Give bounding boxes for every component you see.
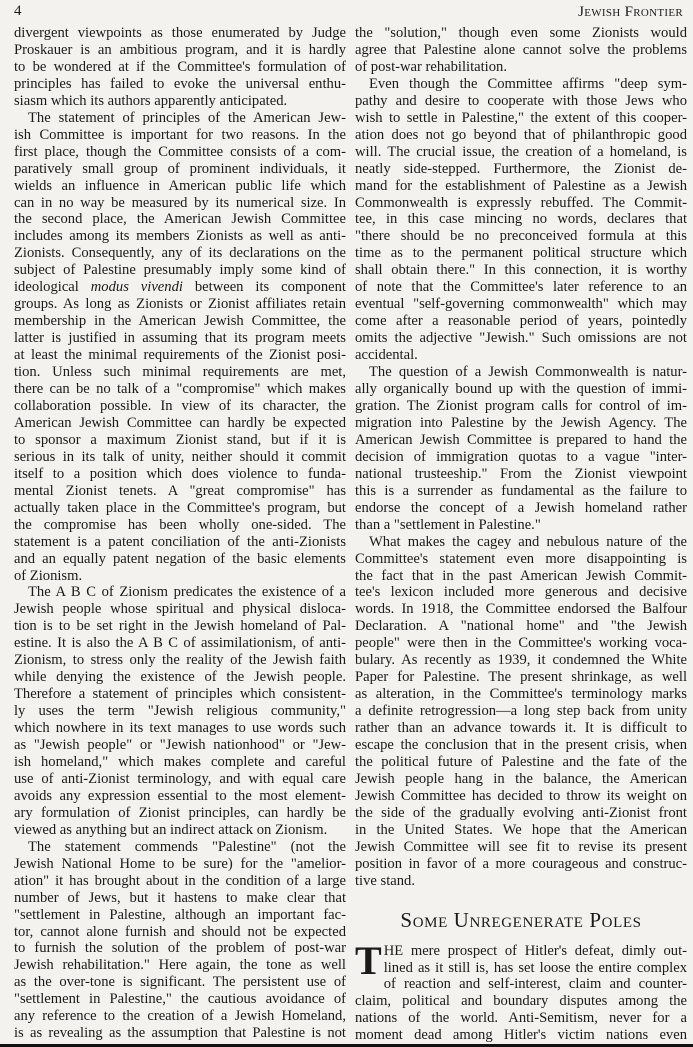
paragraph xyxy=(355,364,687,534)
text-line: ation does not go beyond that of philanthropic good xyxy=(355,126,687,143)
text-line: siasm which its authors apparently anticipated. xyxy=(14,92,288,109)
text-line: "settlement in Palestine," the cautious avoidance of xyxy=(14,991,346,1008)
text-line: a definite retrogression—a long step back from unity xyxy=(355,703,687,720)
text-line: to furnish the solution of the problem of post-war xyxy=(14,940,346,957)
text-line: can in no way be measured by its numerical size. In xyxy=(14,194,346,211)
text-line: paratively small group of prominent individuals, it xyxy=(14,160,346,177)
text-line: Paper for Palestine. The present shrinkage, as well xyxy=(355,669,687,686)
text-line: moment dead among Hitler's victim nations even xyxy=(355,1027,687,1044)
text-line: wields an influence in American public life which xyxy=(14,177,346,194)
left-column xyxy=(14,25,346,1042)
text-line: claim, political and boundary disputes among the xyxy=(355,993,687,1010)
text-line: ideological modus vivendi between its component xyxy=(14,279,346,296)
text-line: neatly side-stepped. Furthermore, the Zionist de- xyxy=(355,160,687,177)
text-line: ary formulation of Zionist principles, can hardly be xyxy=(14,804,346,821)
text-line: avoids any expression essential to the most element- xyxy=(14,787,346,804)
text-line: American Jewish Committee can hardly be expected xyxy=(14,414,346,431)
text-line: The question of a Jewish Commonwealth is natur- xyxy=(369,364,687,381)
text-line: as "Jewish people" or "Jewish nationhood" or "Jew- xyxy=(14,737,346,754)
text-line: membership in the American Jewish Committee, the xyxy=(14,313,346,330)
text-line: The A B C of Zionism predicates the existence of a xyxy=(28,584,346,601)
text-line: the side of the gradually evolving anti-Zionist front xyxy=(355,804,687,821)
drop-cap: T xyxy=(355,937,382,983)
text-line: tive stand. xyxy=(355,872,415,889)
text-line: than a "settlement in Palestine." xyxy=(355,516,541,533)
text-line: at least the minimal requirements of the Zionist posi- xyxy=(14,347,346,364)
paragraph xyxy=(14,25,346,110)
text-line: wish to settle in Palestine," the extent of this cooper- xyxy=(355,109,687,126)
text-line: accidental. xyxy=(355,347,418,364)
text-line: ish Committee is important for two reasons. In the xyxy=(14,126,346,143)
text-line: mental Zionist tenets. A "great compromise" has xyxy=(14,482,346,499)
text-line: Jewish National Home to be sure) for the "amelior- xyxy=(14,855,346,872)
italic-phrase: modus vivendi xyxy=(90,279,183,296)
text-line: Jewish Committee will see fit to revise its present xyxy=(355,838,687,855)
text-line: tee's lexicon included more generous and decisive xyxy=(355,584,687,601)
text-line: bulary. As recently as 1939, it condemned the White xyxy=(355,652,687,669)
paragraph xyxy=(14,839,346,1042)
text-line: number of Jews, but it hastens to make clear that xyxy=(14,889,346,906)
text-line: come after a reasonable period of years, pointedly xyxy=(355,313,687,330)
text-line: while denying the existence of the Jewish people. xyxy=(14,669,346,686)
text-line: tion. Unless such minimal requirements are met, xyxy=(14,364,346,381)
text-line: time as to the permanent political structure which xyxy=(355,245,687,262)
text-line: Jewish people whose spiritual and physical disloca- xyxy=(14,601,346,618)
text-line: Therefore a statement of principles which consistent- xyxy=(14,686,346,703)
text-line: eventual "self-governing commonwealth" which may xyxy=(355,296,687,313)
text-line: endorse the concept of a Jewish homeland rather xyxy=(355,499,687,516)
text-line: of note that the Committee's later reference to an xyxy=(355,279,687,296)
text-line: escape the conclusion that in the present crisis, when xyxy=(355,737,687,754)
text-line: Jewish Committee has decided to throw its weight on xyxy=(355,787,687,804)
text-line: "there should be no preconceived formula at this xyxy=(355,228,687,245)
right-column xyxy=(355,25,687,1044)
text-line: people" were then in the Committee's working voca- xyxy=(355,635,687,652)
paragraph xyxy=(355,937,687,1045)
text-line: latter is justified in assuming that its program meets xyxy=(14,330,346,347)
text-line: in the United States. We hope that the American xyxy=(355,821,687,838)
text-line: serious in its talk of unity, neither should it commit xyxy=(14,448,346,465)
text-line: tee, in this case mincing no words, declares that xyxy=(355,211,687,228)
text-line: to be wondered at if the Committee's formulation of xyxy=(14,58,346,75)
text-line: the second place, the American Jewish Committee xyxy=(14,211,346,228)
text-line: gration. The Zionist program calls for control of im- xyxy=(355,397,687,414)
text-line: Committee's statement even more disappointing is xyxy=(355,550,687,567)
text-line: shall obtain there." In this connection, it is worthy xyxy=(355,262,687,279)
text-line: as the over-tone is significant. The persistent use of xyxy=(14,974,346,991)
text-line: national trusteeship." From the Zionist viewpoint xyxy=(355,465,687,482)
text-line: first place, though the Committee consists of a com- xyxy=(14,143,346,160)
text-line: any reference to the creation of a Jewish Homeland, xyxy=(14,1008,346,1025)
text-line: to sponsor a maximum Zionist stand, but if it is xyxy=(14,431,346,448)
text-line: itself to a position which does violence to funda- xyxy=(14,465,346,482)
text-line: and an equally patent negation of the basic elements xyxy=(14,550,346,567)
page-header xyxy=(0,0,693,24)
section-heading: Some Unregenerate Poles xyxy=(400,907,642,932)
paragraph xyxy=(14,110,346,585)
paragraph xyxy=(355,76,687,364)
text-line: includes among its members Zionists as well as anti- xyxy=(14,228,346,245)
text-line: subject of Palestine presumably imply some kind of xyxy=(14,262,346,279)
text-line: Jewish rehabilitation." Here again, the tone as well xyxy=(14,957,346,974)
text-line: lined as it still is, has set loose the entire complex xyxy=(383,959,687,976)
running-title: Jewish Frontier xyxy=(578,4,683,20)
text-line: the political future of Palestine and the fate of the xyxy=(355,753,687,770)
text-line: Jewish people hang in the balance, the American xyxy=(355,770,687,787)
text-line: rather than an advance towards it. It is difficult to xyxy=(355,720,687,737)
text-line: this is a surrender as fundamental as the failure to xyxy=(355,482,687,499)
text-line: ation" it has brought about in the condition of a large xyxy=(14,872,346,889)
text-line: What makes the cagey and nebulous nature of the xyxy=(369,533,687,550)
text-line: Proskauer is an ambitious program, and it is hardly xyxy=(14,41,346,58)
text-line: The statement commends "Palestine" (not the xyxy=(28,838,346,855)
text-line: nations of the world. Anti-Semitism, never for a xyxy=(355,1010,687,1027)
text-line: HE mere prospect of Hitler's defeat, dimly out- xyxy=(383,942,687,959)
text-line: The statement of principles of the American Jew- xyxy=(28,109,346,126)
text-line: is as revealing as the assumption that Palestine is not xyxy=(14,1025,346,1042)
text-line: will. The crucial issue, the creation of a homeland, is xyxy=(355,143,687,160)
text-line: migration into Palestine by the Jewish Agency. The xyxy=(355,414,687,431)
text-line: agree that Palestine alone cannot solve the problems xyxy=(355,41,687,58)
text-line: groups. As long as Zionists or Zionist affiliates retain xyxy=(14,296,346,313)
text-line: tor, cannot alone furnish and should not be expected xyxy=(14,923,346,940)
text-line: Even though the Committee affirms "deep sym- xyxy=(369,75,687,92)
text-line: which nowhere in its text manages to use words such xyxy=(14,720,346,737)
text-line: divergent viewpoints as those enumerated by Judge xyxy=(14,25,346,41)
paragraph xyxy=(355,534,687,890)
text-line: Commonwealth is expressly rebuffed. The Commit- xyxy=(355,194,687,211)
text-line: position in favor of a more courageous and construc- xyxy=(355,855,687,872)
text-line: ally organically bound up with the question of immi- xyxy=(355,381,687,398)
text-line: principles has failed to evoke the universal enthu- xyxy=(14,75,346,92)
text-line: Zionists. Consequently, any of its declarations on the xyxy=(14,245,346,262)
text-line: as alteration, in the Committee's terminology marks xyxy=(355,686,687,703)
text-line: ish homeland," which makes complete and careful xyxy=(14,753,346,770)
paragraph xyxy=(14,584,346,838)
text-line: "settlement in Palestine, although an important fac- xyxy=(14,906,346,923)
text-line: the compromise has been wholly one-sided. The xyxy=(14,516,346,533)
text-line: Declaration. A "national home" and "the Jewish xyxy=(355,618,687,635)
text-line: decision of immigration quotas to a vague "inter- xyxy=(355,448,687,465)
text-line: Zionism, to stress only the reality of the Jewish faith xyxy=(14,652,346,669)
text-line: of post-war rehabilitation. xyxy=(355,58,507,75)
page-number: 4 xyxy=(14,3,22,19)
text-line: statement is a patent conciliation of the anti-Zionists xyxy=(14,533,346,550)
text-line: mand for the establishment of Palestine as a Jewish xyxy=(355,177,687,194)
text-line: there can be no talk of a "compromise" which makes xyxy=(14,381,346,398)
text-line: viewed as anything but an indirect attack on Zionism. xyxy=(14,821,328,838)
text-line: tion is to be set right in the Jewish homeland of Pal- xyxy=(14,618,346,635)
text-line: words. In 1918, the Committee endorsed the Balfour xyxy=(355,601,687,618)
text-line: American Jewish Committee is prepared to hand the xyxy=(355,431,687,448)
paragraph xyxy=(355,25,687,76)
text-line: the fact that in the past American Jewish Commit- xyxy=(355,567,687,584)
text-line: of reaction and self-interest, claim and counter- xyxy=(383,976,687,993)
text-line: pathy and desire to cooperate with those Jews who xyxy=(355,92,687,109)
text-line: collaboration possible. In view of its character, the xyxy=(14,397,346,414)
text-line: use of anti-Zionist terminology, and with equal care xyxy=(14,770,346,787)
text-line: actually taken place in the Committee's program, but xyxy=(14,499,346,516)
text-line: the "solution," though even some Zionists would xyxy=(355,25,687,41)
text-line: estine. It is also the A B C of assimilationism, of anti- xyxy=(14,635,346,652)
text-line: ly uses the term "Jewish religious community," xyxy=(14,703,346,720)
text-line: omits the adjective "Jewish." Such omissions are not xyxy=(355,330,687,347)
text-line: of Zionism. xyxy=(14,567,83,584)
